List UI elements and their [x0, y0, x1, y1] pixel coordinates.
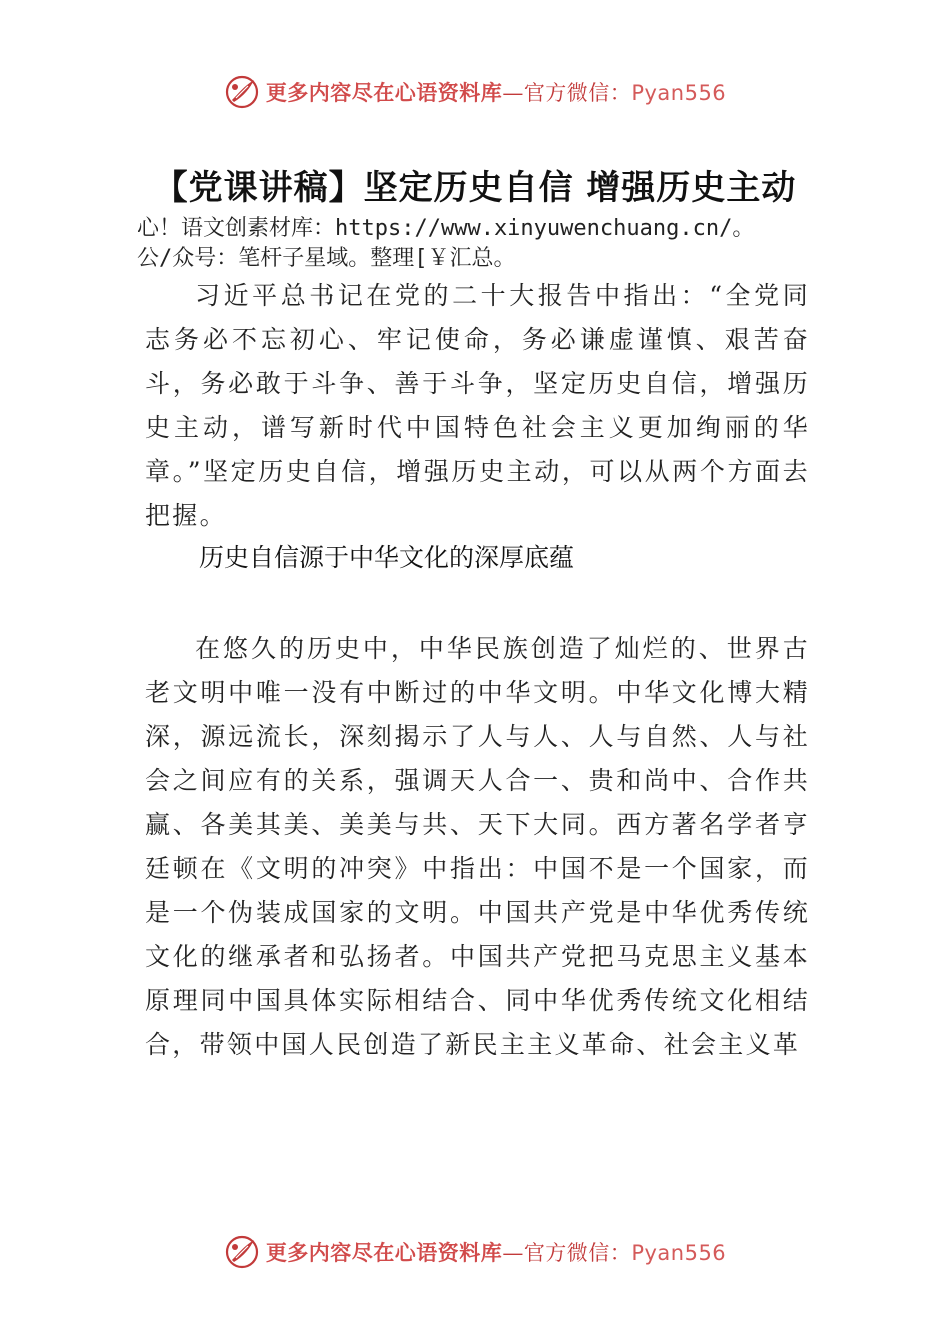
- noise-line-1: 心！语文创素材库：https://www.xinyuwenchuang.cn/。: [137, 216, 755, 241]
- watermark-label: 官方微信：: [523, 81, 632, 105]
- watermark-separator: —: [502, 81, 524, 105]
- body-paragraph-2: 在悠久的历史中，中华民族创造了灿烂的、世界古老文明中唯一没有中断过的中华文明。中华文化博大精深，源远流长，深刻揭示了人与人、人与自然、人与社会之间应有的关系，强调天人合一、贵和尚中、合作共赢、各美其美、美美与共、天下大同。西方著名学者亨廷顿在《文明的冲突》中指出：中国不是一个国家，而是一个伪装成国家的文明。中国共产党是中华优秀传统文化的继承者和弘扬者。中国共产党把马克思主义基本原理同中国具体实际相结合、同中华优秀传统文化相结合，带领中国人民创造了新民主主义革命、社会主义革: [145, 634, 810, 1059]
- quill-scroll-logo-icon: [224, 1234, 260, 1270]
- header-watermark-banner: [0, 70, 950, 114]
- watermark-handle: Pyan556: [631, 1241, 727, 1265]
- noise-line-2: 公/众号：笔杆子星域。整理[￥汇总。: [137, 246, 516, 271]
- body-paragraph-1: 习近平总书记在党的二十大报告中指出：“全党同志务必不忘初心、牢记使命，务必谦虚谨慎、艰苦奋斗，务必敢于斗争、善于斗争，坚定历史自信，增强历史主动，谱写新时代中国特色社会主义更加绚丽的华章。”坚定历史自信，增强历史主动，可以从两个方面去把握。: [145, 281, 810, 530]
- watermark-label: 官方微信：: [523, 1241, 632, 1265]
- watermark-text: [266, 77, 726, 107]
- footer-watermark-banner: [0, 1230, 950, 1274]
- watermark-text: [266, 1237, 726, 1267]
- quill-scroll-logo-icon: [224, 74, 260, 110]
- watermark-brand: 更多内容尽在心语资料库: [265, 1240, 503, 1265]
- watermark-handle: Pyan556: [631, 81, 727, 105]
- watermark-separator: —: [502, 1241, 524, 1265]
- section-heading: 历史自信源于中华文化的深厚底蕴: [199, 543, 575, 572]
- document-title: 【党课讲稿】坚定历史自信 增强历史主动: [153, 168, 797, 208]
- watermark-brand: 更多内容尽在心语资料库: [265, 80, 503, 105]
